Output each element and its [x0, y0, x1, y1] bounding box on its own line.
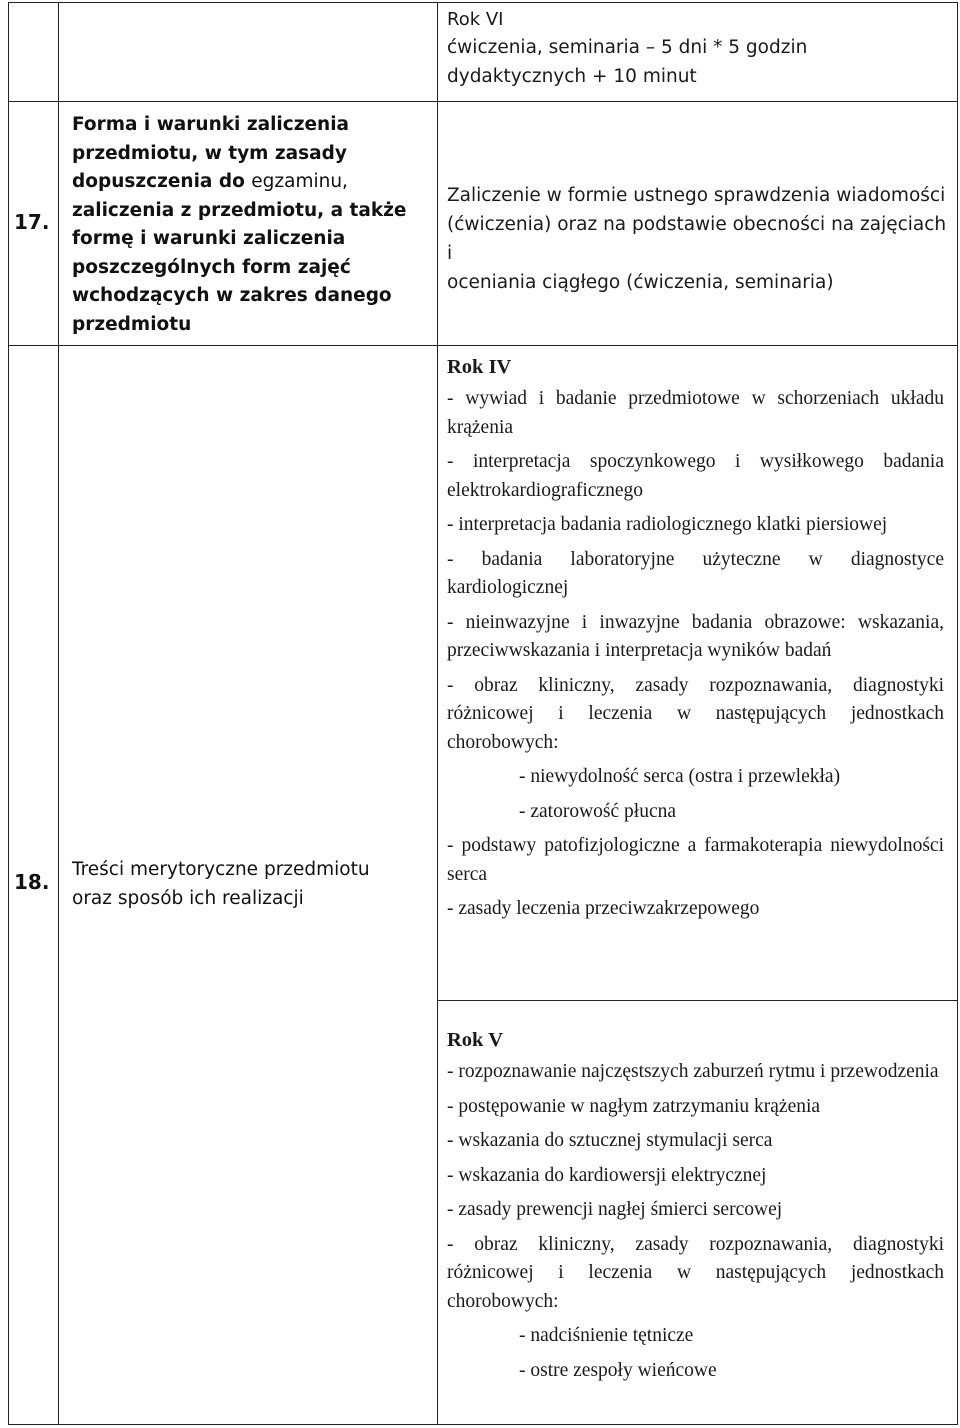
rok-iv-item: - nieinwazyjne i inwazyjne badania obrazowe: wskazania, przeciwwskazania i interpretacja wyników badań [447, 611, 944, 661]
row-divider-18 [8, 345, 958, 346]
rok-v-label: Rok V [447, 1029, 504, 1051]
row-continuation-content [447, 6, 947, 91]
rok-v-subitem: - ostre zespoły wieńcowe [519, 1359, 717, 1381]
row-label-17 [72, 111, 432, 339]
label-line: dopuszczenia do egzaminu, [72, 171, 348, 192]
row-divider-17 [8, 101, 958, 102]
label-line: przedmiotu, w tym zasady [72, 142, 347, 164]
rok-iv-item: - interpretacja spoczynkowego i wysiłkowego badania elektrokardiograficznego [447, 451, 944, 501]
column-divider-2 [437, 2, 438, 1424]
label-line: oraz sposób ich realizacji [72, 887, 304, 909]
rok-v-section [447, 1025, 944, 1385]
label-line: przedmiotu [72, 313, 192, 335]
rok-iv-subitem: - zatorowość płucna [519, 800, 677, 822]
rok-iv-subitem: - niewydolność serca (ostra i przewlekła) [519, 766, 841, 787]
rok-iv-item: - wywiad i badanie przedmiotowe w schorzeniach układu krążenia [447, 388, 944, 438]
rok-v-item: - zasady prewencji nagłej śmierci sercowej [447, 1199, 783, 1220]
table-top-border [8, 2, 958, 3]
rok-iv-section [447, 352, 944, 924]
label-line: Forma i warunki zaliczenia [72, 114, 350, 135]
rok-iv-label: Rok IV [447, 356, 512, 378]
rok-iv-item: - obraz kliniczny, zasady rozpoznawania, diagnostyki różnicowej i leczenia w następujących jednostkach chorobowych: [447, 674, 944, 753]
content-line: dydaktycznych + 10 minut [447, 65, 697, 87]
rok-v-item: - rozpoznawanie najczęstszych zaburzeń rytmu i przewodzenia [447, 1061, 939, 1082]
label-line: wchodzących w zakres danego [72, 285, 392, 306]
content-line: oceniania ciągłego (ćwiczenia, seminaria) [447, 272, 834, 293]
row-label-18 [72, 856, 432, 913]
content-line: (ćwiczenia) oraz na podstawie obecności na zajęciach i [447, 214, 947, 264]
rok-v-item: - postępowanie w nagłym zatrzymaniu krążenia [447, 1095, 821, 1117]
table-bottom-border [8, 1424, 958, 1425]
table-right-border [957, 2, 958, 1424]
column-divider-1 [58, 2, 59, 1424]
content-line: ćwiczenia, seminaria – 5 dni * 5 godzin [447, 37, 808, 58]
rok-v-item: - wskazania do sztucznej stymulacji serca [447, 1130, 773, 1151]
content-line: Zaliczenie w formie ustnego sprawdzenia wiadomości [447, 185, 946, 206]
rok-iv-item: - interpretacja badania radiologicznego klatki piersiowej [447, 514, 888, 535]
rok-iv-item: - zasady leczenia przeciwzakrzepowego [447, 898, 760, 919]
label-line: zaliczenia z przedmiotu, a także [72, 199, 407, 221]
row-number-17: 17. [14, 210, 50, 234]
rok-vi-label: Rok VI [447, 9, 504, 30]
rok-iv-item: - podstawy patofizjologiczne a farmakoterapia niewydolności serca [447, 835, 944, 885]
rok-divider [437, 1000, 958, 1001]
row-content-17 [447, 181, 952, 297]
rok-iv-item: - badania laboratoryjne użyteczne w diagnostyce kardiologicznej [447, 548, 944, 598]
rok-v-subitem: - nadciśnienie tętnicze [519, 1325, 694, 1346]
label-line: Treści merytoryczne przedmiotu [72, 859, 370, 880]
label-line: formę i warunki zaliczenia [72, 228, 346, 249]
table-left-border [8, 2, 9, 1424]
rok-v-item: - wskazania do kardiowersji elektrycznej [447, 1164, 767, 1186]
label-line: poszczególnych form zajęć [72, 256, 351, 278]
row-number-18: 18. [14, 870, 50, 894]
rok-v-item: - obraz kliniczny, zasady rozpoznawania, diagnostyki różnicowej i leczenia w następujących jednostkach chorobowych: [447, 1233, 944, 1312]
